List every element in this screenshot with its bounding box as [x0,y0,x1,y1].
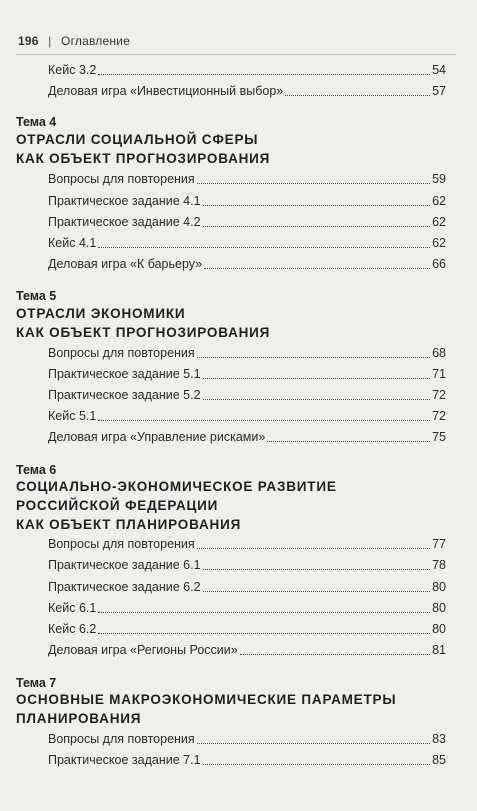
toc-entry[interactable] [48,536,446,552]
toc-entry-page: 80 [432,580,446,594]
toc-entry-title: Практическое задание 6.2 [48,580,201,594]
dot-leader [240,654,430,655]
dot-leader [197,743,430,744]
toc-entry-page: 62 [432,194,446,208]
theme-title-line: РОССИЙСКОЙ ФЕДЕРАЦИИ [16,498,219,513]
theme-title-line: СОЦИАЛЬНО-ЭКОНОМИЧЕСКОЕ РАЗВИТИЕ [16,479,337,494]
theme-title [16,304,270,342]
toc-entry-title: Практическое задание 5.2 [48,388,201,402]
toc-entry[interactable] [48,256,446,272]
theme-label: Тема 4 [16,115,57,129]
dot-leader [267,441,430,442]
toc-entry-page: 75 [432,430,446,444]
page-number: 196 [18,34,39,48]
toc-entry[interactable] [48,600,446,616]
toc-entry[interactable] [48,408,446,424]
dot-leader [98,74,430,75]
toc-entry-page: 80 [432,622,446,636]
theme-title [16,690,396,728]
toc-entry-title: Кейс 3.2 [48,63,97,77]
toc-entry[interactable] [48,171,446,187]
dot-leader [98,247,430,248]
running-header-title: Оглавление [61,34,130,48]
toc-entry[interactable] [48,557,446,573]
theme-label: Тема 7 [16,676,57,690]
toc-entry-title: Практическое задание 6.1 [48,558,201,572]
theme-title-line: КАК ОБЪЕКТ ПРОГНОЗИРОВАНИЯ [16,151,271,166]
toc-entry[interactable] [48,62,446,78]
toc-entry[interactable] [48,235,446,251]
theme-title-line: ОТРАСЛИ СОЦИАЛЬНОЙ СФЕРЫ [16,132,259,147]
toc-entry-title: Деловая игра «Регионы России» [48,643,238,657]
toc-entry-page: 71 [432,367,446,381]
dot-leader [285,95,430,96]
toc-entry[interactable] [48,387,446,403]
toc-entry[interactable] [48,642,446,658]
toc-entry[interactable] [48,429,446,445]
dot-leader [197,183,430,184]
dot-leader [98,612,430,613]
toc-entry-page: 57 [432,84,446,98]
dot-leader [203,205,431,206]
theme-label: Тема 5 [16,289,57,303]
toc-entry-page: 72 [432,409,446,423]
toc-entry-title: Кейс 6.2 [48,622,97,636]
toc-entry[interactable] [48,621,446,637]
toc-entry-title: Вопросы для повторения [48,172,195,186]
toc-entry[interactable] [48,345,446,361]
theme-label: Тема 6 [16,463,57,477]
toc-entry[interactable] [48,579,446,595]
theme-title-line: ОТРАСЛИ ЭКОНОМИКИ [16,306,186,321]
dot-leader [203,226,431,227]
toc-entry[interactable] [48,731,446,747]
toc-entry[interactable] [48,83,446,99]
toc-entry-page: 62 [432,215,446,229]
toc-entry-page: 59 [432,172,446,186]
theme-title [16,477,337,534]
toc-entry-page: 80 [432,601,446,615]
theme-title-line: ОСНОВНЫЕ МАКРОЭКОНОМИЧЕСКИЕ ПАРАМЕТРЫ [16,692,397,707]
dot-leader [197,548,430,549]
toc-entry-page: 72 [432,388,446,402]
toc-entry-title: Практическое задание 4.1 [48,194,201,208]
dot-leader [98,420,430,421]
toc-entry-page: 54 [432,63,446,77]
toc-entry-title: Практическое задание 4.2 [48,215,201,229]
toc-entry-page: 66 [432,257,446,271]
theme-title-line: КАК ОБЪЕКТ ПЛАНИРОВАНИЯ [16,517,242,532]
running-header [18,34,130,48]
toc-entry-title: Вопросы для повторения [48,537,195,551]
dot-leader [203,399,431,400]
dot-leader [197,357,430,358]
toc-entry[interactable] [48,214,446,230]
header-rule [16,54,456,55]
toc-entry-page: 81 [432,643,446,657]
toc-entry-page: 77 [432,537,446,551]
dot-leader [204,268,430,269]
toc-entry-page: 62 [432,236,446,250]
toc-entry-title: Вопросы для повторения [48,346,195,360]
toc-entry-title: Кейс 4.1 [48,236,97,250]
toc-entry-page: 85 [432,753,446,767]
dot-leader [203,569,431,570]
header-separator: | [48,34,52,48]
toc-entry-page: 83 [432,732,446,746]
dot-leader [98,633,430,634]
toc-entry[interactable] [48,366,446,382]
toc-entry-title: Практическое задание 7.1 [48,753,201,767]
theme-title-line: ПЛАНИРОВАНИЯ [16,711,142,726]
toc-entry-title: Вопросы для повторения [48,732,195,746]
toc-entry-title: Деловая игра «Управление рисками» [48,430,266,444]
toc-entry-title: Кейс 6.1 [48,601,97,615]
toc-entry-page: 78 [432,558,446,572]
theme-title-line: КАК ОБЪЕКТ ПРОГНОЗИРОВАНИЯ [16,325,271,340]
dot-leader [203,591,431,592]
toc-entry-title: Практическое задание 5.1 [48,367,201,381]
toc-entry[interactable] [48,752,446,768]
dot-leader [203,378,431,379]
toc-entry-title: Кейс 5.1 [48,409,97,423]
toc-entry-page: 68 [432,346,446,360]
toc-entry[interactable] [48,193,446,209]
toc-entry-title: Деловая игра «К барьеру» [48,257,203,271]
dot-leader [203,764,431,765]
theme-title [16,130,270,168]
toc-entry-title: Деловая игра «Инвестиционный выбор» [48,84,284,98]
